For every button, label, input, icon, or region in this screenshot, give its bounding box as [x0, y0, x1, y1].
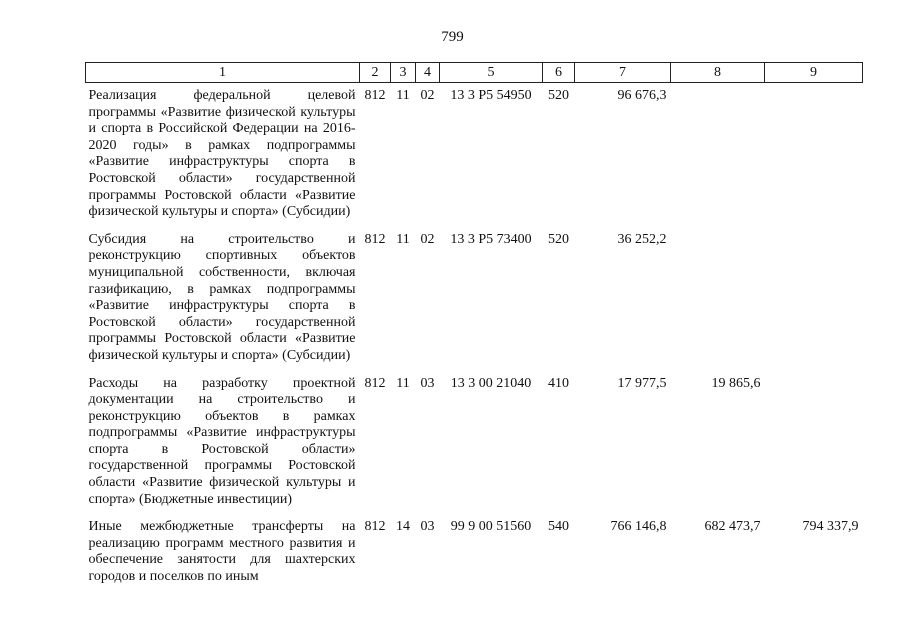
- column-header: 1: [86, 63, 360, 83]
- ministry-code: 812: [364, 519, 386, 535]
- sum-year-3: [765, 227, 863, 371]
- column-header: 5: [440, 63, 543, 83]
- row-description: Иные межбюджетные трансферты на реализацию программ местного развития и обеспечение занятости для шахтерских городов и поселков по иным: [88, 519, 356, 585]
- row-description: Реализация федеральной целевой программы «Развитие физической культуры и спорта в Российской Федерации на 2016-2020 годы» в рамках подпрограммы «Развитие инфраструктуры спорта в Ростовской области» государственной программы Ростовской области «Развитие физической культуры и спорта» (Субсидии): [88, 88, 356, 220]
- table-header-row: [86, 63, 863, 83]
- column-header: 7: [575, 63, 671, 83]
- sum-year-2: 19 865,6: [711, 375, 761, 391]
- subsection-code: 03: [420, 375, 435, 391]
- table-row: [86, 514, 863, 585]
- column-header: 9: [765, 63, 863, 83]
- column-header: 3: [391, 63, 416, 83]
- ministry-code: 812: [364, 88, 386, 103]
- sum-year-3: 794 337,9: [802, 519, 859, 535]
- sum-year-1: 17 977,5: [617, 375, 667, 391]
- column-header: 2: [360, 63, 391, 83]
- subsection-code: 02: [420, 88, 435, 103]
- column-header: 8: [671, 63, 765, 83]
- target-article-code: 13 3 P5 54950: [450, 88, 532, 103]
- table-row: [86, 83, 863, 227]
- ministry-code: 812: [364, 375, 386, 391]
- subsection-code: 02: [420, 231, 435, 247]
- subsection-code: 03: [420, 519, 435, 535]
- column-header: 4: [416, 63, 440, 83]
- ministry-code: 812: [364, 231, 386, 247]
- section-code: 11: [396, 375, 410, 391]
- sum-year-2: 682 473,7: [704, 519, 761, 535]
- sum-year-1: 96 676,3: [617, 88, 667, 103]
- column-header: 6: [543, 63, 575, 83]
- section-code: 14: [396, 519, 410, 535]
- sum-year-3: [765, 371, 863, 515]
- row-description: Расходы на разработку проектной документации на строительство и реконструкцию объектов в рамках подпрограммы «Развитие инфраструктуры спорта в Ростовской области» государственной программы Ростовской области «Развитие физической культуры и спорта» (Бюджетные инвестиции): [88, 375, 356, 507]
- target-article-code: 13 3 00 21040: [450, 375, 532, 391]
- sum-year-3: [765, 83, 863, 227]
- sum-year-1: 36 252,2: [617, 231, 667, 247]
- sum-year-1: 766 146,8: [610, 519, 667, 535]
- section-code: 11: [396, 231, 410, 247]
- section-code: 11: [396, 88, 410, 103]
- page-number: 799: [441, 29, 464, 45]
- target-article-code: 13 3 P5 73400: [450, 231, 532, 247]
- expense-type-code: 540: [548, 519, 569, 535]
- expense-type-code: 520: [548, 88, 569, 103]
- row-description: Субсидия на строительство и реконструкцию спортивных объектов муниципальной собственности, включая газификацию, в рамках подпрограммы «Развитие инфраструктуры спорта в Ростовской области» государственной программы Ростовской области «Развитие физической культуры и спорта» (Субсидии): [88, 231, 356, 363]
- expense-type-code: 410: [548, 375, 569, 391]
- target-article-code: 99 9 00 51560: [450, 519, 532, 535]
- table-row: [86, 371, 863, 515]
- expense-type-code: 520: [548, 231, 569, 247]
- budget-table-container: [85, 62, 862, 586]
- sum-year-2: [671, 227, 765, 371]
- sum-year-2: [671, 83, 765, 227]
- table-row: [86, 227, 863, 371]
- budget-table: [85, 62, 863, 586]
